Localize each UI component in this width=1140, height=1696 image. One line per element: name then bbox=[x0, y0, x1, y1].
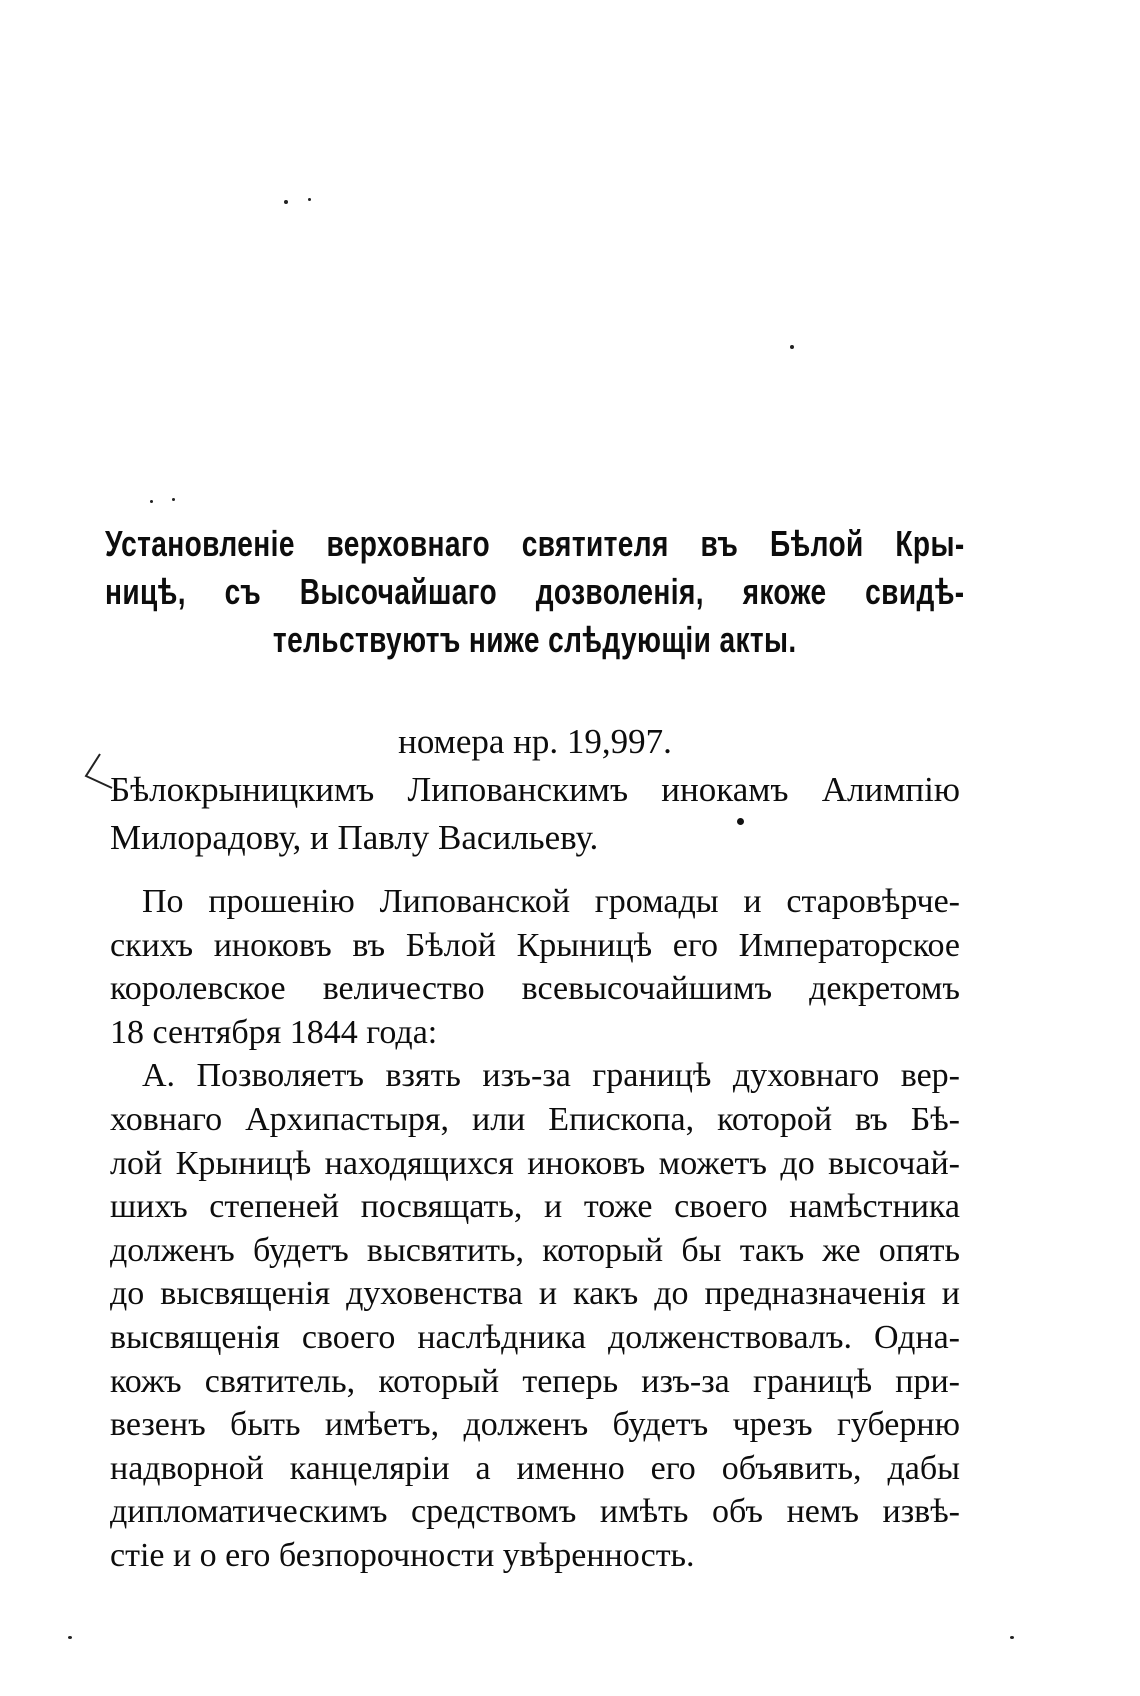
scan-speck bbox=[172, 498, 175, 501]
document-body bbox=[110, 880, 960, 1578]
body-line: дипломатическимъ средствомъ имѣть объ немъ извѣ- bbox=[110, 1493, 960, 1531]
title-line: Установленіе верховнаго святителя въ Бѣлой Кры- bbox=[105, 523, 965, 564]
body-line: скихъ иноковъ въ Бѣлой Крыницѣ его Императорское bbox=[110, 926, 960, 964]
body-line: 18 сентября 1844 года: bbox=[110, 1013, 438, 1051]
body-line: По прошенію Липованской громады и старовѣрче- bbox=[142, 883, 960, 920]
document-heading bbox=[110, 718, 960, 862]
addressee-line: Милорадову, и Павлу Васильеву. bbox=[110, 818, 599, 857]
scan-speck bbox=[150, 500, 153, 503]
scan-speck bbox=[68, 1636, 72, 1639]
body-line: ховнаго Архипастыря, или Епископа, которой въ Бѣ- bbox=[110, 1100, 960, 1138]
body-line: надворной канцеляріи а именно его объявить, дабы bbox=[110, 1449, 960, 1487]
body-line: везенъ быть имѣетъ, долженъ будетъ чрезъ губерню bbox=[110, 1406, 960, 1444]
scan-speck bbox=[1010, 1636, 1014, 1639]
body-line: лой Крыницѣ находящихся иноковъ можетъ до высочай- bbox=[110, 1144, 960, 1182]
body-line: долженъ будетъ высвятить, который бы такъ же опять bbox=[110, 1231, 960, 1269]
addressee-line: Бѣлокрыницкимъ Липованскимъ инокамъ Алимпію bbox=[110, 770, 960, 809]
body-line: до высвященія духовенства и какъ до предназначенія и bbox=[110, 1275, 960, 1313]
body-line: А. Позволяетъ взять изъ-за границѣ духовнаго вер- bbox=[142, 1057, 960, 1095]
scan-speck bbox=[284, 200, 288, 204]
body-line: высвященія своего наслѣдника долженствовалъ. Одна- bbox=[110, 1318, 960, 1356]
scan-speck bbox=[790, 345, 794, 349]
bullet-mark bbox=[737, 818, 744, 825]
body-line: стіе и о его безпорочности увѣренность. bbox=[110, 1536, 695, 1574]
scan-speck bbox=[308, 198, 311, 201]
body-line: королевское величество всевысочайшимъ декретомъ bbox=[110, 970, 960, 1008]
title-line: тельствуютъ ниже слѣдующіи акты. bbox=[272, 619, 797, 660]
document-title bbox=[105, 520, 965, 664]
body-line: кожъ святитель, который теперь изъ-за границѣ при- bbox=[110, 1362, 960, 1400]
body-line: шихъ степеней посвящать, и тоже своего намѣстника bbox=[110, 1188, 960, 1226]
title-line: ницѣ, съ Высочайшаго дозволенія, якоже свидѣ- bbox=[105, 571, 965, 612]
document-number: номера нр. 19,997. bbox=[398, 722, 672, 761]
